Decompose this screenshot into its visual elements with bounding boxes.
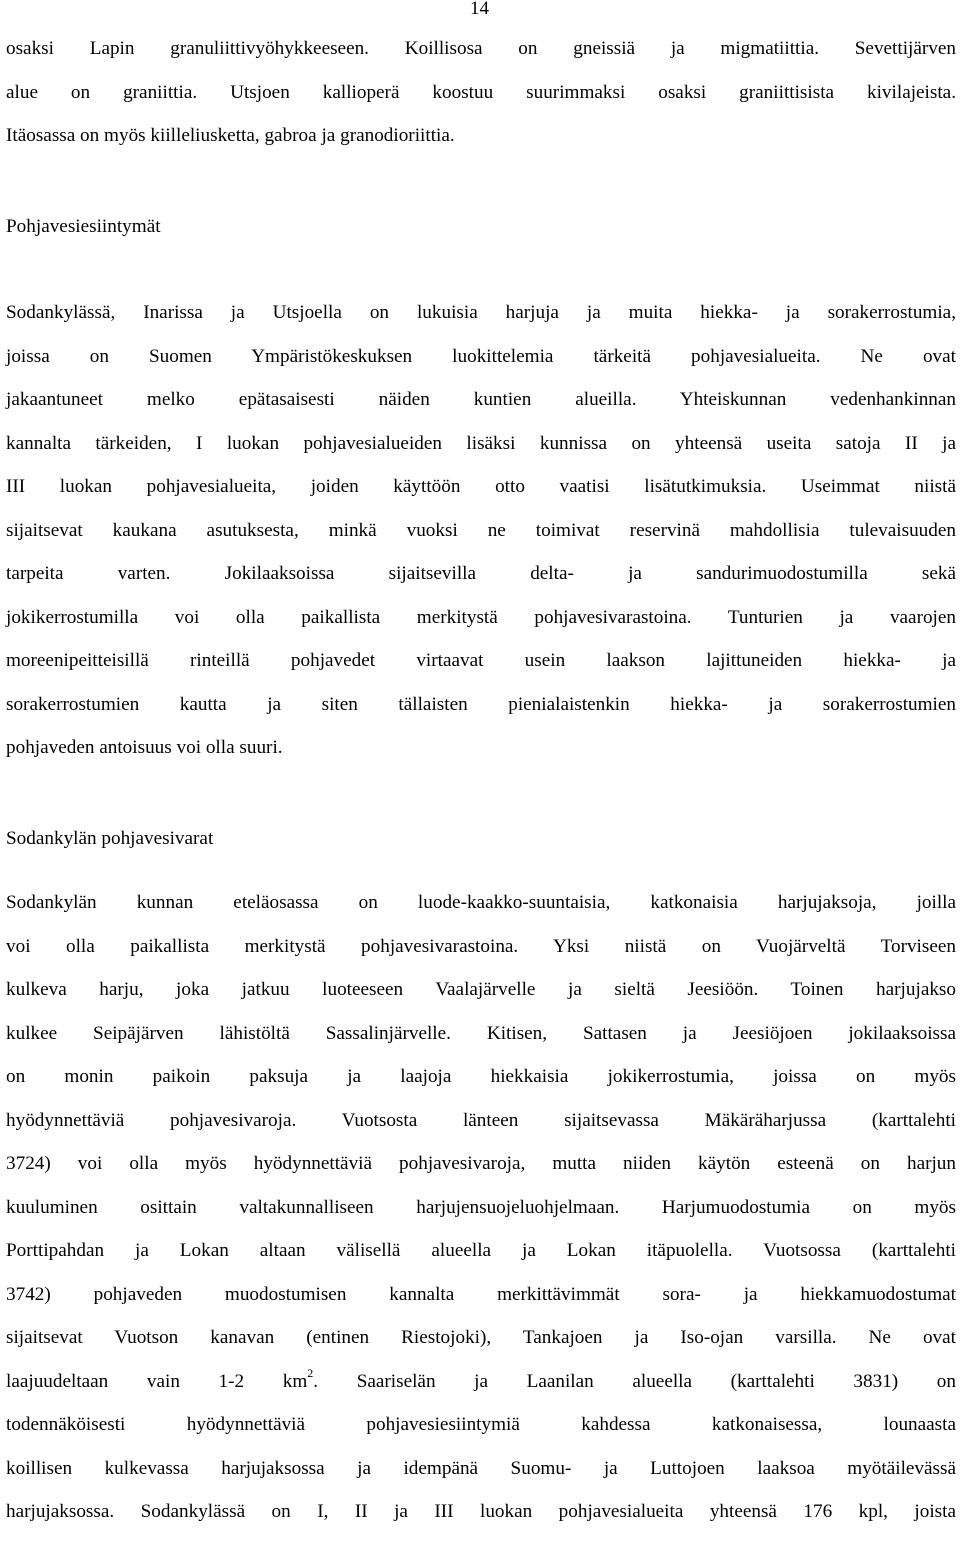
paragraph-line: jakaantuneet melko epätasaisesti näiden kuntien alueilla. Yhteiskunnan vedenhankinnan — [6, 389, 956, 410]
paragraph-line: kannalta tärkeiden, I luokan pohjavesialueiden lisäksi kunnissa on yhteensä useita satoja II ja — [6, 432, 956, 454]
intro-line: Itäosassa on myös kiilleliusketta, gabroa ja granodioriittia. — [6, 125, 455, 146]
paragraph-line: 3724) voi olla myös hyödynnettäviä pohjavesivaroja, mutta niiden käytön esteenä on harjun — [6, 1153, 956, 1174]
section2-paragraph — [6, 881, 956, 1534]
paragraph-line: voi olla paikallista merkitystä pohjavesivarastoina. Yksi niistä on Vuojärveltä Torviseen — [6, 935, 956, 957]
line-text-after: . Saariselän ja Laanilan alueella (karttalehti 3831) on — [313, 1370, 956, 1392]
page-number: 14 — [470, 0, 489, 19]
section1-paragraph — [6, 291, 956, 770]
paragraph-line: todennäköisesti hyödynnettäviä pohjavesiesiintymiä kahdessa katkonaisessa, lounaasta — [6, 1414, 956, 1435]
paragraph-line: pohjaveden antoisuus voi olla suuri. — [6, 737, 283, 758]
paragraph-line: Sodankylässä, Inarissa ja Utsjoella on lukuisia harjuja ja muita hiekka- ja sorakerrostumia, — [6, 302, 956, 323]
paragraph-line: moreenipeitteisillä rinteillä pohjavedet virtaavat usein laakson lajittuneiden hiekka- ja — [6, 650, 956, 671]
section-heading-pohjavesiesiintymat: Pohjavesiesiintymät — [6, 216, 161, 237]
paragraph-line: jokikerrostumilla voi olla paikallista merkitystä pohjavesivarastoina. Tunturien ja vaarojen — [6, 606, 956, 628]
paragraph-line: koillisen kulkevassa harjujaksossa ja idempänä Suomu- ja Luttojoen laaksoa myötäilevässä — [6, 1457, 956, 1479]
paragraph-line: sorakerrostumien kautta ja siten tällaisten pienialaistenkin hiekka- ja sorakerrostumien — [6, 693, 956, 715]
paragraph-line: harjujaksossa. Sodankylässä on I, II ja III luokan pohjavesialueita yhteensä 176 kpl, joista — [6, 1501, 956, 1522]
paragraph-line: 3742) pohjaveden muodostumisen kannalta merkittävimmät sora- ja hiekkamuodostumat — [6, 1283, 956, 1305]
paragraph-line: kuuluminen osittain valtakunnalliseen harjujensuojeluohjelmaan. Harjumuodostumia on myös — [6, 1196, 956, 1218]
superscript-2: 2 — [307, 1366, 314, 1381]
section-heading-sodankylan-pohjavesivarat: Sodankylän pohjavesivarat — [6, 828, 214, 849]
paragraph-line: on monin paikoin paksuja ja laajoja hiekkaisia jokikerrostumia, joissa on myös — [6, 1066, 956, 1087]
paragraph-line: Sodankylän kunnan eteläosassa on luode-kaakko-suuntaisia, katkonaisia harjujaksoja, joilla — [6, 892, 956, 913]
paragraph-line-with-superscript — [6, 1360, 956, 1404]
intro-line: osaksi Lapin granuliittivyöhykkeeseen. Koillisosa on gneissiä ja migmatiittia. Sevettijärven — [6, 38, 956, 59]
paragraph-line: sijaitsevat kaukana asutuksesta, minkä vuoksi ne toimivat reservinä mahdollisia tulevaisuuden — [6, 519, 956, 541]
paragraph-line: III luokan pohjavesialueita, joiden käyttöön otto vaatisi lisätutkimuksia. Useimmat niistä — [6, 476, 956, 497]
paragraph-line: tarpeita varten. Jokilaaksoissa sijaitsevilla delta- ja sandurimuodostumilla sekä — [6, 563, 956, 584]
line-text-before: laajuudeltaan vain 1-2 km — [6, 1370, 308, 1392]
paragraph-line: kulkeva harju, joka jatkuu luoteeseen Vaalajärvelle ja sieltä Jeesiöön. Toinen harjujakso — [6, 979, 956, 1000]
intro-paragraph — [6, 27, 956, 158]
paragraph-line: Porttipahdan ja Lokan altaan välisellä alueella ja Lokan itäpuolella. Vuotsossa (karttalehti — [6, 1240, 956, 1261]
paragraph-line: hyödynnettäviä pohjavesivaroja. Vuotsosta länteen sijaitsevassa Mäkäräharjussa (karttalehti — [6, 1109, 956, 1131]
paragraph-line: joissa on Suomen Ympäristökeskuksen luokittelemia tärkeitä pohjavesialueita. Ne ovat — [6, 345, 956, 367]
paragraph-line: sijaitsevat Vuotson kanavan (entinen Riestojoki), Tankajoen ja Iso-ojan varsilla. Ne ovat — [6, 1327, 956, 1348]
paragraph-line: kulkee Seipäjärven lähistöltä Sassalinjärvelle. Kitisen, Sattasen ja Jeesiöjoen jokilaaksoissa — [6, 1022, 956, 1044]
intro-line: alue on graniittia. Utsjoen kallioperä koostuu suurimmaksi osaksi graniittisista kivilajeista. — [6, 81, 956, 103]
